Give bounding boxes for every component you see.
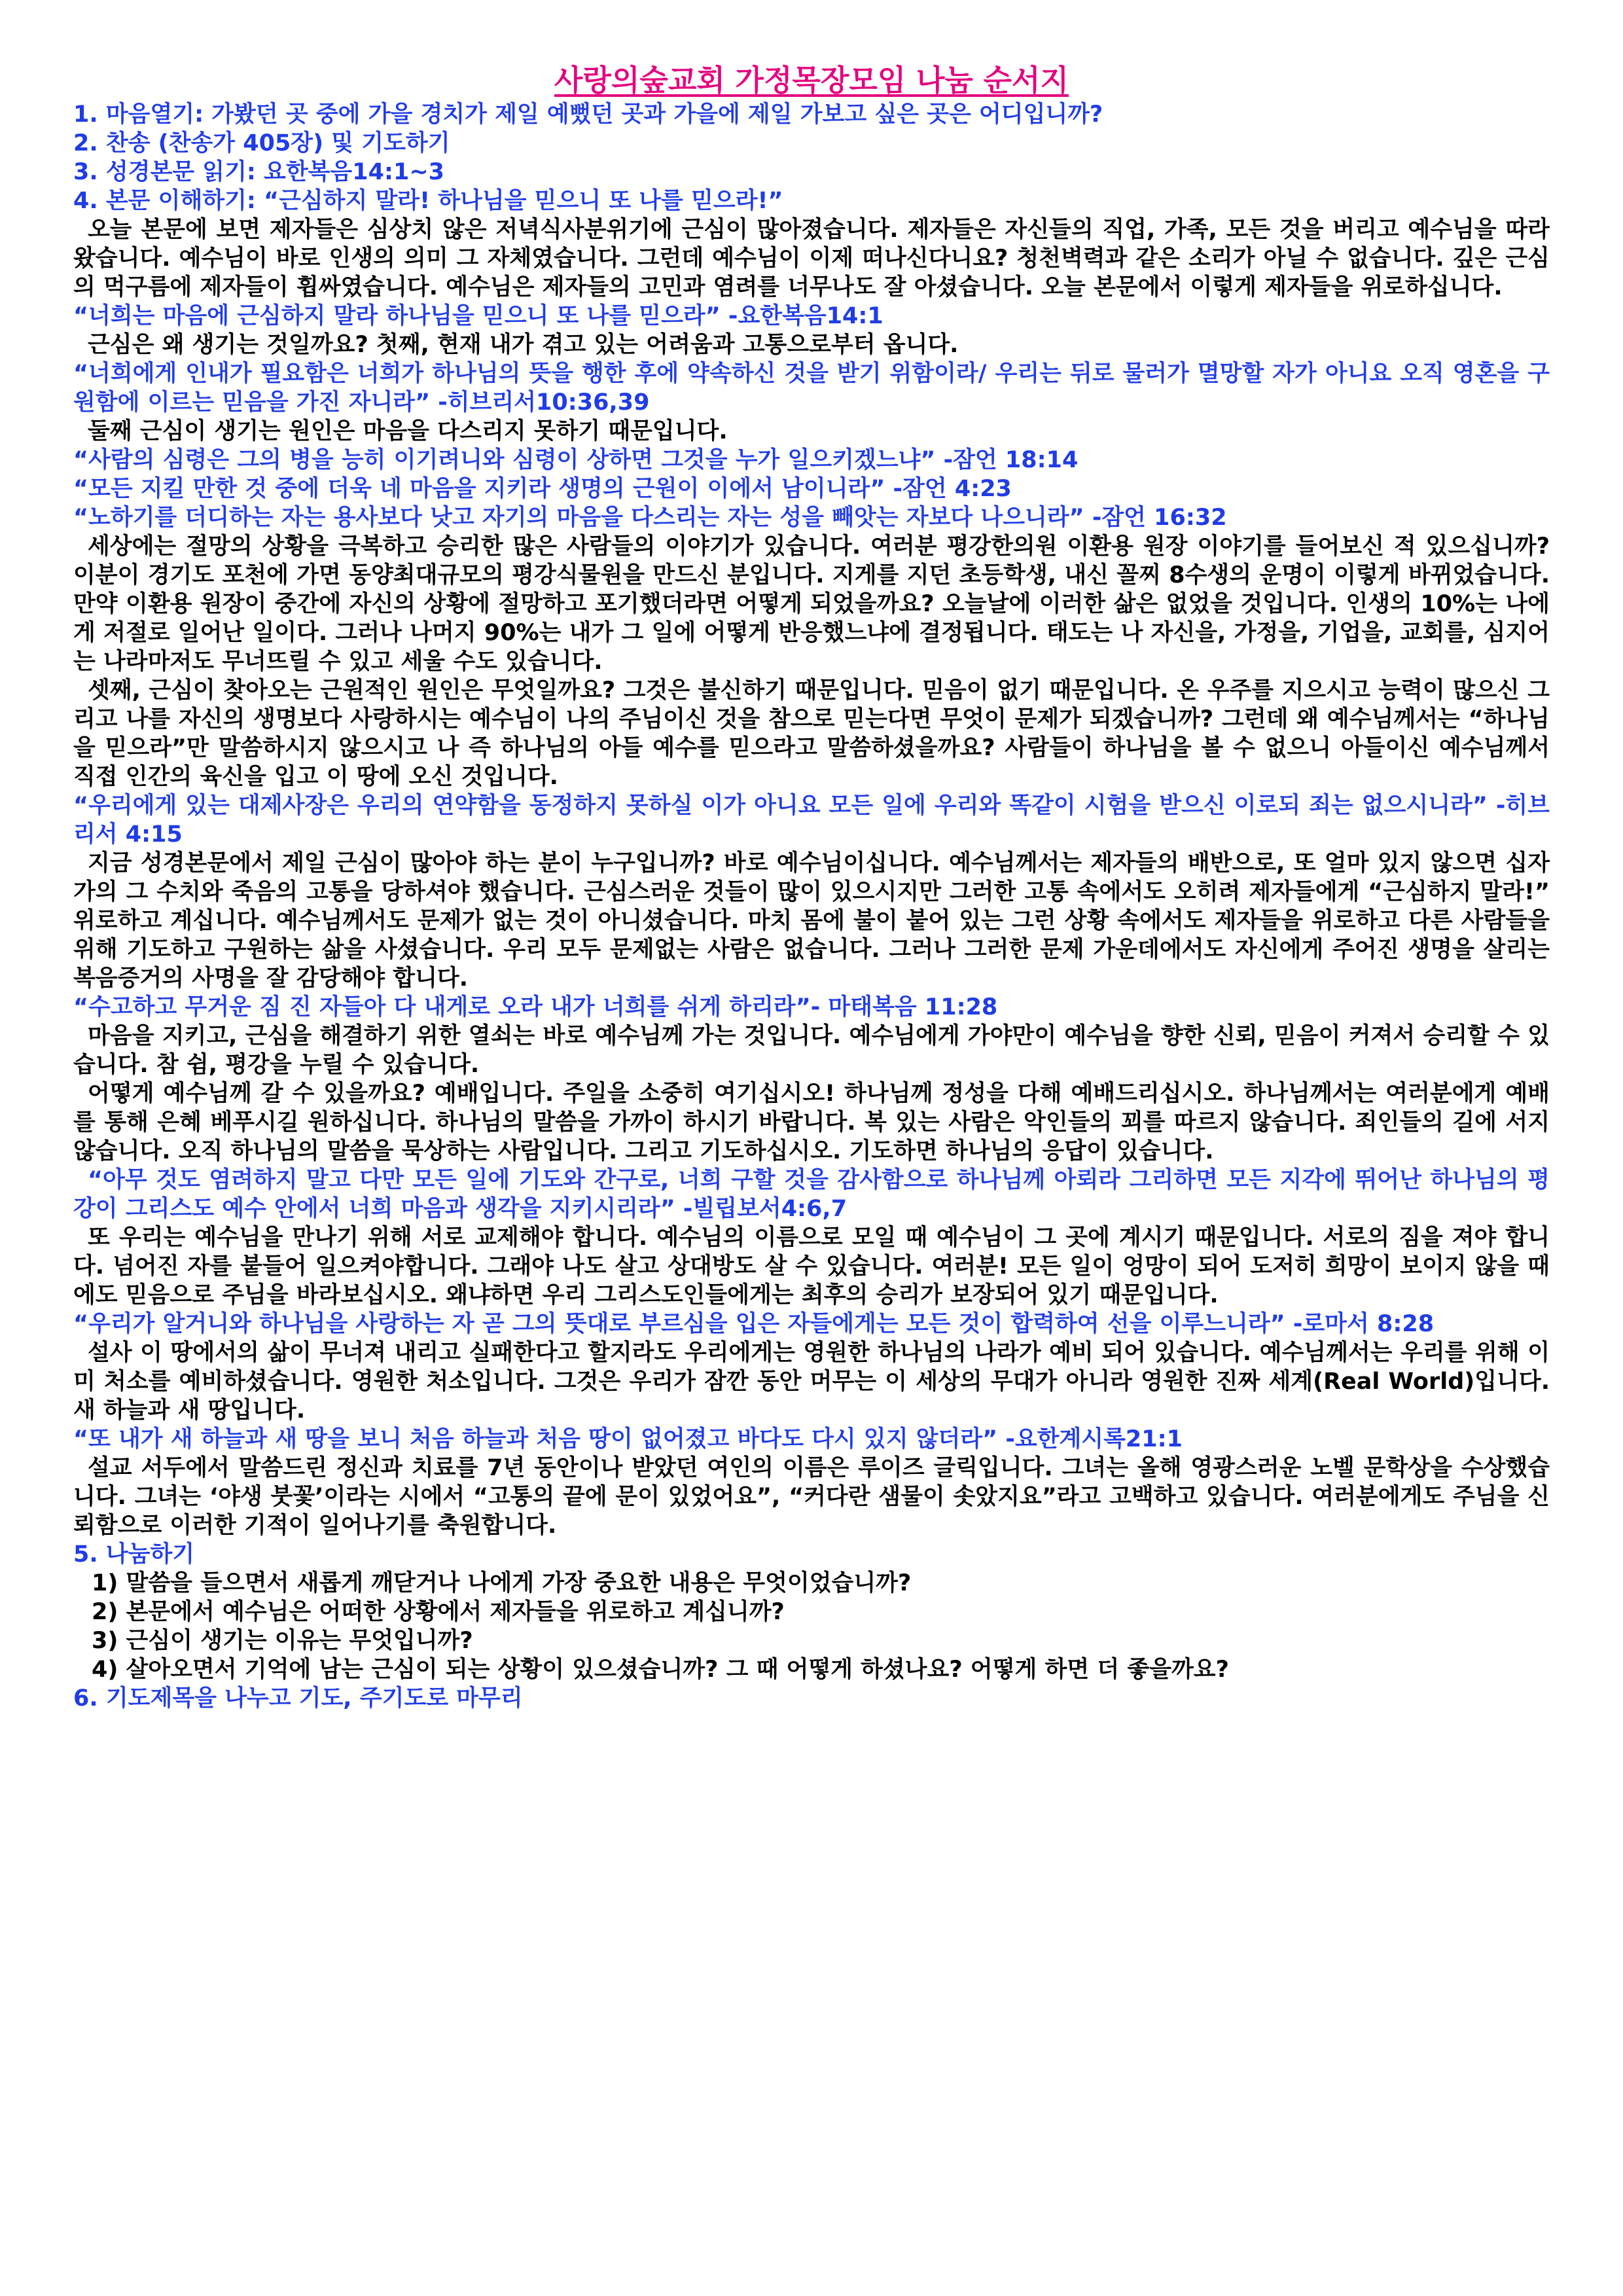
scripture-quote: “우리가 알거니와 하나님을 사랑하는 자 곧 그의 뜻대로 부르심을 입은 자들에게는 모든 것이 합력하여 선을 이루느니라” -로마서 8:28 xyxy=(73,1311,1435,1337)
body-paragraph: 오늘 본문에 보면 제자들은 심상치 않은 저녁식사분위기에 근심이 많아졌습니다. 제자들은 자신들의 직업, 가족, 모든 것을 버리고 예수님을 따라왔습니다. 예수님이 바로 인생의 의미 그 자체였습니다. 그런데 예수님이 이제 떠나신다니요? 청천벽력과 같은 소리가 아닐 수 없습니다. 깊은 근심의 먹구름에 제자들이 휩싸였습니다. 예수님은 제자들의 고민과 염려를 너무나도 잘 아셨습니다. 오늘 본문에서 이렇게 제자들을 위로하십니다. xyxy=(73,217,1550,300)
scripture-quote: “너희는 마음에 근심하지 말라 하나님을 믿으니 또 나를 믿으라” -요한복음14:1 xyxy=(73,303,883,329)
body-paragraph: 마음을 지키고, 근심을 해결하기 위한 열쇠는 바로 예수님께 가는 것입니다. 예수님에게 가야만이 예수님을 향한 신뢰, 믿음이 커져서 승리할 수 있습니다. 참 쉼, 평강을 누릴 수 있습니다. xyxy=(73,1023,1550,1078)
heading-3: 3. 성경본문 읽기: 요한복음14:1~3 xyxy=(73,159,445,185)
body-paragraph: 설교 서두에서 말씀드린 정신과 치료를 7년 동안이나 받았던 여인의 이름은 루이즈 글릭입니다. 그녀는 올해 영광스러운 노벨 문학상을 수상했습니다. 그녀는 ‘야생 붓꽃’이라는 시에서 “고통의 끝에 문이 있었어요”, “커다란 샘물이 솟았지요”라고 고백하고 있습니다. 여러분에게도 주님을 신뢰함으로 이러한 기적이 일어나기를 축원합니다. xyxy=(73,1455,1550,1539)
body-paragraph: 세상에는 절망의 상황을 극복하고 승리한 많은 사람들의 이야기가 있습니다. 여러분 평강한의원 이환용 원장 이야기를 들어보신 적 있으십니까? 이분이 경기도 포천에 가면 동양최대규모의 평강식물원을 만드신 분입니다. 지게를 지던 초등학생, 내신 꼴찌 8수생의 운명이 이렇게 바뀌었습니다. 만약 이환용 원장이 중간에 자신의 상황에 절망하고 포기했더라면 어떻게 되었을까요? 오늘날에 이러한 삶은 없었을 것입니다. 인생의 10%는 나에게 저절로 일어난 일이다. 그러나 나머지 90%는 내가 그 일에 어떻게 반응했느냐에 결정됩니다. 태도는 나 자신을, 가정을, 기업을, 교회를, 심지어는 나라마저도 무너뜨릴 수 있고 세울 수도 있습니다. xyxy=(73,533,1550,675)
heading-2: 2. 찬송 (찬송가 405장) 및 기도하기 xyxy=(73,130,450,156)
body-paragraph: 근심은 왜 생기는 것일까요? 첫째, 현재 내가 겪고 있는 어려움과 고통으로부터 옵니다. xyxy=(88,332,959,358)
body-paragraph: 또 우리는 예수님을 만나기 위해 서로 교제해야 합니다. 예수님의 이름으로 모일 때 예수님이 그 곳에 계시기 때문입니다. 서로의 짐을 져야 합니다. 넘어진 자를 붙들어 일으켜야합니다. 그래야 나도 살고 상대방도 살 수 있습니다. 여러분! 모든 일이 엉망이 되어 도저히 희망이 보이지 않을 때에도 믿음으로 주님을 바라보십시오. 왜냐하면 우리 그리스도인들에게는 최후의 승리가 보장되어 있기 때문입니다. xyxy=(73,1225,1550,1308)
scripture-quote: “너희에게 인내가 필요함은 너희가 하나님의 뜻을 행한 후에 약속하신 것을 받기 위함이라/ 우리는 뒤로 물러가 멸망할 자가 아니요 오직 영혼을 구원함에 이르는 믿음을 가진 자니라” -히브리서10:36,39 xyxy=(73,361,1550,416)
discussion-question: 2) 본문에서 예수님은 어떠한 상황에서 제자들을 위로하고 계십니까? xyxy=(92,1599,785,1625)
heading-5: 5. 나눔하기 xyxy=(73,1541,195,1568)
body-paragraph: 설사 이 땅에서의 삶이 무너져 내리고 실패한다고 할지라도 우리에게는 영원한 하나님의 나라가 예비 되어 있습니다. 예수님께서는 우리를 위해 이미 처소를 예비하셨습니다. 영원한 처소입니다. 그것은 우리가 잠깐 동안 머무는 이 세상의 무대가 아니라 영원한 진짜 세계(Real World)입니다. 새 하늘과 새 땅입니다. xyxy=(73,1340,1550,1424)
heading-4: 4. 본문 이해하기: “근심하지 말라! 하나님을 믿으니 또 나를 믿으라!” xyxy=(73,188,783,214)
document-page xyxy=(73,62,1550,1713)
scripture-quote: “수고하고 무거운 짐 진 자들아 다 내게로 오라 내가 너희를 쉬게 하리라”- 마태복음 11:28 xyxy=(73,994,998,1020)
body-paragraph: 지금 성경본문에서 제일 근심이 많아야 하는 분이 누구입니까? 바로 예수님이십니다. 예수님께서는 제자들의 배반으로, 또 얼마 있지 않으면 십자가의 그 수치와 죽음의 고통을 당하셔야 했습니다. 근심스러운 것들이 많이 있으시지만 그러한 고통 속에서도 오히려 제자들에게 “근심하지 말라!” 위로하고 계십니다. 예수님께서도 문제가 없는 것이 아니셨습니다. 마치 몸에 불이 붙어 있는 그런 상황 속에서도 제자들을 위로하고 다른 사람들을 위해 기도하고 구원하는 삶을 사셨습니다. 우리 모두 문제없는 사람은 없습니다. 그러나 그러한 문제 가운데에서도 자신에게 주어진 생명을 살리는 복음증거의 사명을 잘 감당해야 합니다. xyxy=(73,850,1550,992)
body-paragraph: 어떻게 예수님께 갈 수 있을까요? 예배입니다. 주일을 소중히 여기십시오! 하나님께 정성을 다해 예배드리십시오. 하나님께서는 여러분에게 예배를 통해 은혜 베푸시길 원하십니다. 하나님의 말씀을 가까이 하시기 바랍니다. 복 있는 사람은 악인들의 꾀를 따르지 않습니다. 죄인들의 길에 서지 않습니다. 오직 하나님의 말씀을 묵상하는 사람입니다. 그리고 기도하십시오. 기도하면 하나님의 응답이 있습니다. xyxy=(73,1081,1550,1164)
scripture-quote: “우리에게 있는 대제사장은 우리의 연약함을 동정하지 못하실 이가 아니요 모든 일에 우리와 똑같이 시험을 받으신 이로되 죄는 없으시니라” -히브리서 4:15 xyxy=(73,793,1550,848)
scripture-quote: “모든 지킬 만한 것 중에 더욱 네 마음을 지키라 생명의 근원이 이에서 남이니라” -잠언 4:23 xyxy=(73,476,1012,502)
heading-6: 6. 기도제목을 나누고 기도, 주기도로 마무리 xyxy=(73,1685,523,1712)
discussion-question: 4) 살아오면서 기억에 남는 근심이 되는 상황이 있으셨습니까? 그 때 어떻게 하셨나요? 어떻게 하면 더 좋을까요? xyxy=(92,1657,1229,1683)
scripture-quote: “사람의 심령은 그의 병을 능히 이기려니와 심령이 상하면 그것을 누가 일으키겠느냐” -잠언 18:14 xyxy=(73,447,1079,473)
discussion-question: 1) 말씀을 들으면서 새롭게 깨닫거나 나에게 가장 중요한 내용은 무엇이었습니까? xyxy=(92,1570,912,1596)
heading-1: 1. 마음열기: 가봤던 곳 중에 가을 경치가 제일 예뻤던 곳과 가을에 제일 가보고 싶은 곳은 어디입니까? xyxy=(73,101,1103,128)
scripture-quote: “또 내가 새 하늘과 새 땅을 보니 처음 하늘과 처음 땅이 없어졌고 바다도 다시 있지 않더라” -요한계시록21:1 xyxy=(73,1426,1183,1452)
body-paragraph: 둘째 근심이 생기는 원인은 마음을 다스리지 못하기 때문입니다. xyxy=(88,418,728,444)
document-title-text: 사랑의숲교회 가정목장모임 나눔 순서지 xyxy=(554,63,1069,98)
scripture-quote: “노하기를 더디하는 자는 용사보다 낫고 자기의 마음을 다스리는 자는 성을 빼앗는 자보다 나으니라” -잠언 16:32 xyxy=(73,505,1227,531)
discussion-question: 3) 근심이 생기는 이유는 무엇입니까? xyxy=(92,1628,473,1654)
scripture-quote: “아무 것도 염려하지 말고 다만 모든 일에 기도와 간구로, 너희 구할 것을 감사함으로 하나님께 아뢰라 그리하면 모든 지각에 뛰어난 하나님의 평강이 그리스도 예수 안에서 너희 마음과 생각을 지키시리라” -빌립보서4:6,7 xyxy=(73,1167,1550,1222)
body-paragraph: 셋째, 근심이 찾아오는 근원적인 원인은 무엇일까요? 그것은 불신하기 때문입니다. 믿음이 없기 때문입니다. 온 우주를 지으시고 능력이 많으신 그리고 나를 자신의 생명보다 사랑하시는 예수님이 나의 주님이신 것을 참으로 믿는다면 무엇이 문제가 되겠습니까? 그런데 왜 예수님께서는 “하나님을 믿으라”만 말씀하시지 않으시고 나 즉 하나님의 아들 예수를 믿으라고 말씀하셨을까요? 사람들이 하나님을 볼 수 없으니 아들이신 예수님께서 직접 인간의 육신을 입고 이 땅에 오신 것입니다. xyxy=(73,677,1550,790)
document-title xyxy=(73,62,1550,99)
